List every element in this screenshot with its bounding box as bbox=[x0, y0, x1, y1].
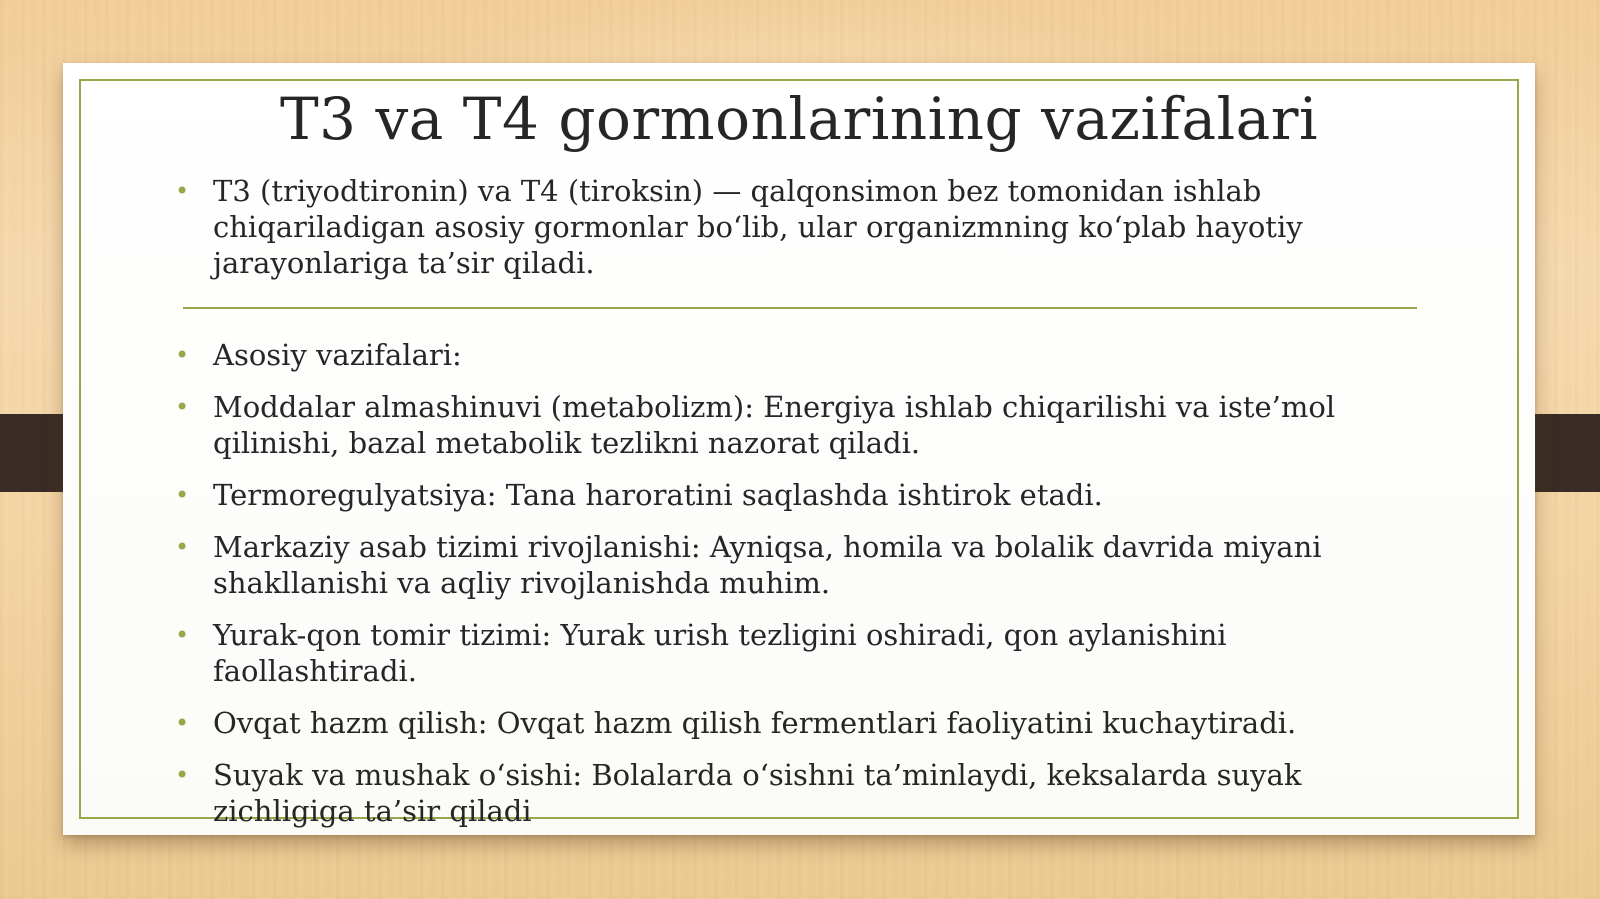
bullet-icon: • bbox=[175, 393, 190, 421]
list-item bbox=[173, 529, 1373, 601]
slide-card bbox=[63, 63, 1535, 835]
list-item-text: Ovqat hazm qilish: Ovqat hazm qilish fermentlari faoliyatini kuchaytiradi. bbox=[213, 706, 1297, 740]
intro-bullet bbox=[173, 173, 1373, 281]
bullet-icon: • bbox=[175, 533, 190, 561]
list-item bbox=[173, 337, 1373, 373]
bullet-icon: • bbox=[175, 341, 190, 369]
divider-line bbox=[183, 307, 1417, 309]
list-item bbox=[173, 705, 1373, 741]
slide-title: T3 va T4 gormonlarining vazifalari bbox=[279, 85, 1318, 153]
bullet-icon: • bbox=[175, 177, 190, 205]
bullet-icon: • bbox=[175, 621, 190, 649]
list-item-text: Termoregulyatsiya: Tana haroratini saqlashda ishtirok etadi. bbox=[213, 478, 1103, 512]
intro-text: T3 (triyodtironin) va T4 (tiroksin) — qalqonsimon bez tomonidan ishlab chiqariladigan asosiy gormonlar bo‘lib, ular organizmning ko‘plab hayotiy jarayonlariga ta’sir qiladi. bbox=[213, 174, 1303, 280]
list-item bbox=[173, 389, 1373, 461]
list-item bbox=[173, 617, 1373, 689]
list-item-text: Yurak-qon tomir tizimi: Yurak urish tezligini oshiradi, qon aylanishini faollashtiradi. bbox=[213, 618, 1227, 688]
bullet-icon: • bbox=[175, 481, 190, 509]
list-item-text: Markaziy asab tizimi rivojlanishi: Ayniqsa, homila va bolalik davrida miyani shakllanishi va aqliy rivojlanishda muhim. bbox=[213, 530, 1322, 600]
list-item bbox=[173, 477, 1373, 513]
list-item-text: Suyak va mushak o‘sishi: Bolalarda o‘sishni ta’minlaydi, keksalarda suyak zichligiga ta’sir qiladi bbox=[213, 758, 1302, 828]
list-item-text: Moddalar almashinuvi (metabolizm): Energiya ishlab chiqarilishi va iste’mol qilinishi, bazal metabolik tezlikni nazorat qiladi. bbox=[213, 390, 1336, 460]
slide-content bbox=[173, 173, 1373, 845]
list-item bbox=[173, 757, 1373, 829]
list-item-text: Asosiy vazifalari: bbox=[213, 338, 462, 372]
bullet-icon: • bbox=[175, 761, 190, 789]
bullet-icon: • bbox=[175, 709, 190, 737]
